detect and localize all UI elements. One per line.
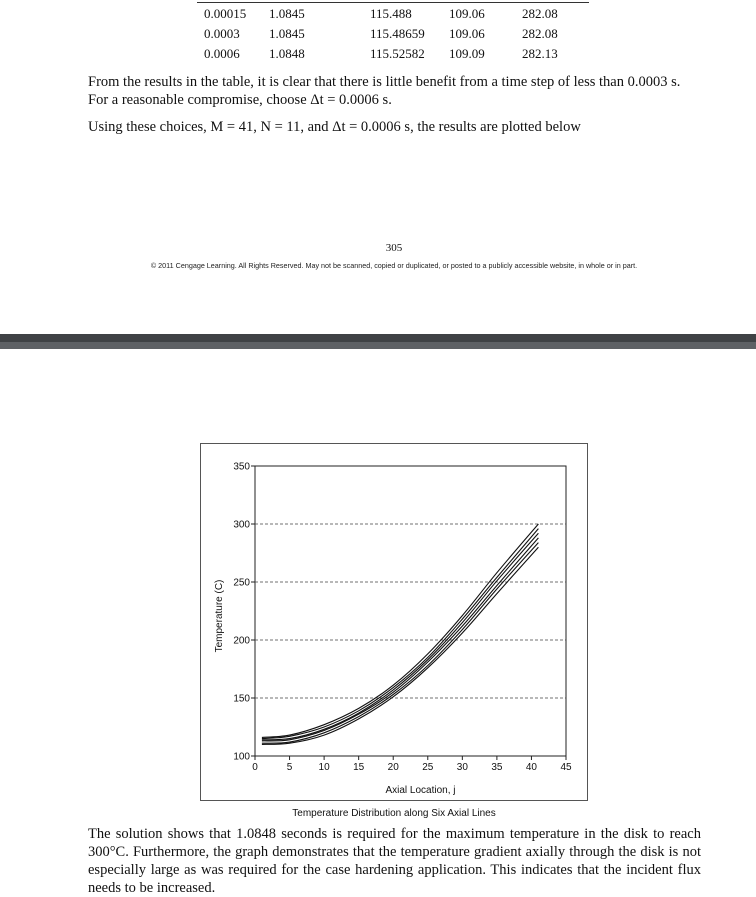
y-tick-label: 200 xyxy=(233,635,250,647)
x-tick-label: 5 xyxy=(286,762,293,773)
table-cell: 1.0848 xyxy=(269,46,305,61)
x-axis-label: Axial Location, j xyxy=(385,785,456,796)
series-line xyxy=(262,524,539,737)
table-cell: 1.0845 xyxy=(269,26,305,41)
table-cell: 0.0006 xyxy=(204,46,240,61)
series-line xyxy=(262,538,539,741)
x-tick-label: 0 xyxy=(252,762,258,773)
plot-area xyxy=(255,466,566,756)
table-cell: 282.08 xyxy=(522,6,558,21)
table-cell: 115.488 xyxy=(370,6,412,21)
y-tick-label: 350 xyxy=(233,461,250,473)
figure-caption: Temperature Distribution along Six Axial Lines xyxy=(292,808,496,819)
table-cell: 109.06 xyxy=(449,6,485,21)
series-line xyxy=(262,533,539,740)
paragraph-1-line-2: For a reasonable compromise, choose Δt = 0.0006 s. xyxy=(88,92,392,108)
x-tick-label: 35 xyxy=(491,762,503,773)
table-cell: 0.00015 xyxy=(204,6,247,21)
y-tick-label: 150 xyxy=(233,693,250,705)
y-axis-label: Temperature (C) xyxy=(214,579,225,653)
table-cell: 109.06 xyxy=(449,26,485,41)
table-cell: 282.08 xyxy=(522,26,558,41)
y-tick-label: 250 xyxy=(233,577,250,589)
copyright-notice: © 2011 Cengage Learning. All Rights Reserved. May not be scanned, copied or duplicated, or posted to a publicly accessible website, in whole or in part. xyxy=(150,261,638,270)
x-tick-label: 20 xyxy=(387,762,399,773)
x-tick-label: 15 xyxy=(353,762,365,773)
paragraph-2: Using these choices, M = 41, N = 11, and Δt = 0.0006 s, the results are plotted below xyxy=(88,119,581,135)
y-tick-label: 100 xyxy=(233,751,250,763)
y-tick-label: 300 xyxy=(233,519,250,531)
table-cell: 109.09 xyxy=(449,46,485,61)
table-cell: 115.48659 xyxy=(370,26,425,41)
paragraph-1-line-1: From the results in the table, it is clear that there is little benefit from a time step of less than 0.0003 s. xyxy=(88,74,681,90)
table-cell: 1.0845 xyxy=(269,6,305,21)
x-tick-label: 40 xyxy=(525,762,538,773)
x-tick-label: 25 xyxy=(422,762,434,773)
x-tick-label: 30 xyxy=(456,762,468,773)
table-cell: 115.52582 xyxy=(370,46,425,61)
table-cell: 0.0003 xyxy=(204,26,240,41)
conclusion-paragraph: The solution shows that 1.0848 seconds is required for the maximum temperature in the disk to reach 300°C. Furthermore, the graph demonstrates that the temperature gradient axially through the disk is not especially large as was required for the case hardening application. This indicates that the incident flux needs to be increased. xyxy=(88,826,701,896)
x-tick-label: 10 xyxy=(318,762,330,773)
series-line xyxy=(262,529,539,739)
table-cell: 282.13 xyxy=(522,46,558,61)
x-tick-label: 45 xyxy=(560,762,572,773)
page-number: 305 xyxy=(385,242,403,254)
